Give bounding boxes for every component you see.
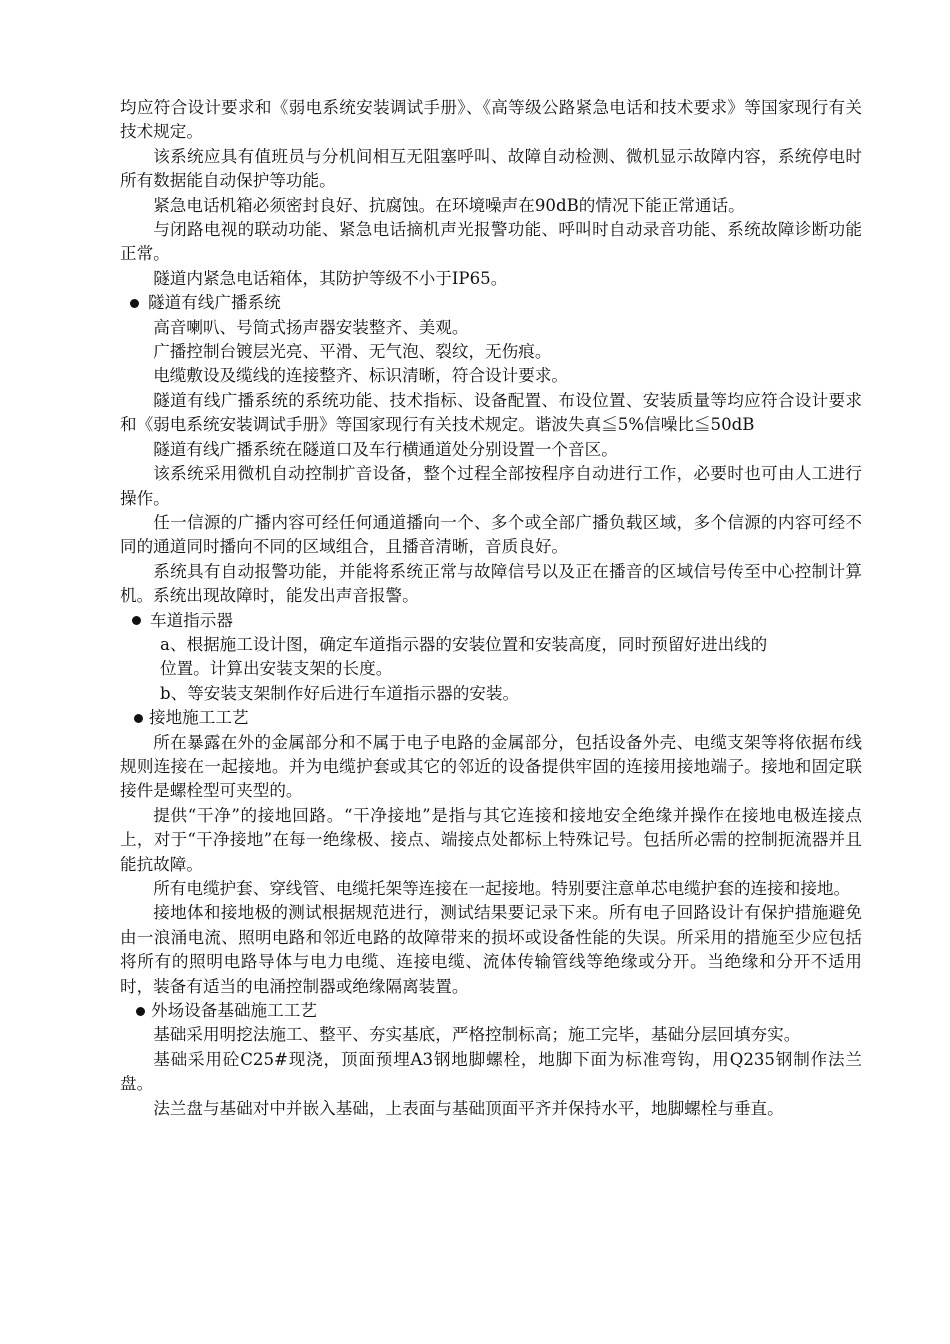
paragraph-system-functions: 该系统应具有值班员与分机间相互无阻塞呼叫、故障自动检测、微机显示故障内容，系统停电时所有数据能自动保护等功能。 bbox=[120, 146, 862, 191]
heading-grounding bbox=[120, 706, 862, 730]
paragraph-linkage: 与闭路电视的联动功能、紧急电话摘机声光报警功能、呼叫时自动录音功能、系统故障诊断功能正常。 bbox=[120, 220, 862, 264]
paragraph-phone-box: 紧急电话机箱必须密封良好、抗腐蚀。在环境噪声在90dB的情况下能正常通话。 bbox=[153, 195, 745, 215]
paragraph-standards: 均应符合设计要求和《弱电系统安装调试手册》、《高等级公路紧急电话和技术要求》等国家现行有关技术规定。 bbox=[120, 98, 862, 142]
paragraph-flange: 法兰盘与基础对中并嵌入基础，上表面与基础顶面平齐并保持水平，地脚螺栓与垂直。 bbox=[153, 1098, 784, 1118]
list-item-b: b、等安装支架制作好后进行车道指示器的安装。 bbox=[160, 683, 520, 703]
paragraph-clean-ground: 提供“干净”的接地回路。“干净接地”是指与其它连接和接地安全绝缘并操作在接地电极连接点上，对于“干净接地”在每一绝缘极、接点、端接点处都标上特殊记号。包括所必需的控制扼流器并且能抗故障。 bbox=[120, 805, 862, 874]
heading-text: 隧道有线广播系统 bbox=[148, 293, 281, 313]
bullet-icon bbox=[134, 714, 143, 723]
list-item-a-line1: a、根据施工设计图，确定车道指示器的安装位置和安装高度，同时预留好进出线的 bbox=[160, 634, 768, 654]
list-item-a bbox=[120, 633, 862, 682]
paragraph-console: 广播控制台镀层光亮、平滑、无气泡、裂纹，无伤痕。 bbox=[153, 342, 552, 362]
heading-broadcast-system bbox=[120, 291, 862, 315]
paragraph-concrete: 基础采用砼C25#现浇，顶面预埋A3钢地脚螺栓，地脚下面为标准弯钩，用Q235钢制作法兰盘。 bbox=[120, 1049, 862, 1094]
paragraph-cable-sheath: 所有电缆护套、穿线管、电缆托架等连接在一起接地。特别要注意单芯电缆护套的连接和接地。 bbox=[153, 879, 851, 898]
paragraph-broadcast-specs: 隧道有线广播系统的系统功能、技术指标、设备配置、布设位置、安装质量等均应符合设计要求和《弱电系统安装调试手册》等国家现行有关技术规定。谐波失真≦5%信噪比≦50dB bbox=[120, 390, 862, 435]
paragraph-speakers: 高音喇叭、号筒式扬声器安装整齐、美观。 bbox=[153, 317, 469, 337]
heading-text: 接地施工工艺 bbox=[149, 708, 249, 728]
paragraph-metal-grounding: 所在暴露在外的金属部分和不属于电子电路的金属部分，包括设备外壳、电缆支架等将依据布线规则连接在一起接地。并为电缆护套或其它的邻近的设备提供牢固的连接用接地端子。接地和固定联接件是螺栓型可夹型的。 bbox=[120, 732, 862, 801]
list-item-a-line2: 位置。计算出安装支架的长度。 bbox=[160, 659, 393, 679]
bullet-icon bbox=[136, 1007, 145, 1016]
heading-foundation bbox=[120, 999, 862, 1023]
paragraph-ground-testing: 接地体和接地极的测试根据规范进行，测试结果要记录下来。所有电子回路设计有保护措施避免由一浪涌电流、照明电路和邻近电路的故障带来的损坏或设备性能的失误。所采用的措施至少应包括将所有的照明电路导体与电力电缆、连接电缆、流体传输管线等绝缘或分开。当绝缘和分开不适用时，装备有适当的电涌控制器或绝缘隔离装置。 bbox=[120, 903, 862, 996]
paragraph-protection-level: 隧道内紧急电话箱体，其防护等级不小于IP65。 bbox=[153, 268, 508, 288]
paragraph-cabling: 电缆敷设及缆线的连接整齐、标识清晰，符合设计要求。 bbox=[153, 366, 569, 386]
heading-text: 车道指示器 bbox=[150, 610, 233, 630]
heading-text: 外场设备基础施工工艺 bbox=[151, 1001, 317, 1021]
bullet-icon bbox=[132, 616, 141, 625]
bullet-icon bbox=[130, 299, 139, 308]
document-page bbox=[120, 96, 862, 1121]
paragraph-alarm: 系统具有自动报警功能，并能将系统正常与故障信号以及正在播音的区域信号传至中心控制计算机。系统出现故障时，能发出声音报警。 bbox=[120, 561, 862, 606]
paragraph-sound-zones: 隧道有线广播系统在隧道口及车行横通道处分别设置一个音区。 bbox=[153, 439, 618, 459]
paragraph-excavation: 基础采用明挖法施工、整平、夯实基底，严格控制标高；施工完毕，基础分层回填夯实。 bbox=[153, 1025, 801, 1045]
paragraph-auto-control: 该系统采用微机自动控制扩音设备，整个过程全部按程序自动进行工作，必要时也可由人工进行操作。 bbox=[120, 464, 862, 508]
paragraph-source-routing: 任一信源的广播内容可经任何通道播向一个、多个或全部广播负载区域，多个信源的内容可经不同的通道同时播向不同的区域组合，且播音清晰，音质良好。 bbox=[120, 512, 862, 557]
heading-lane-indicator bbox=[120, 609, 862, 633]
